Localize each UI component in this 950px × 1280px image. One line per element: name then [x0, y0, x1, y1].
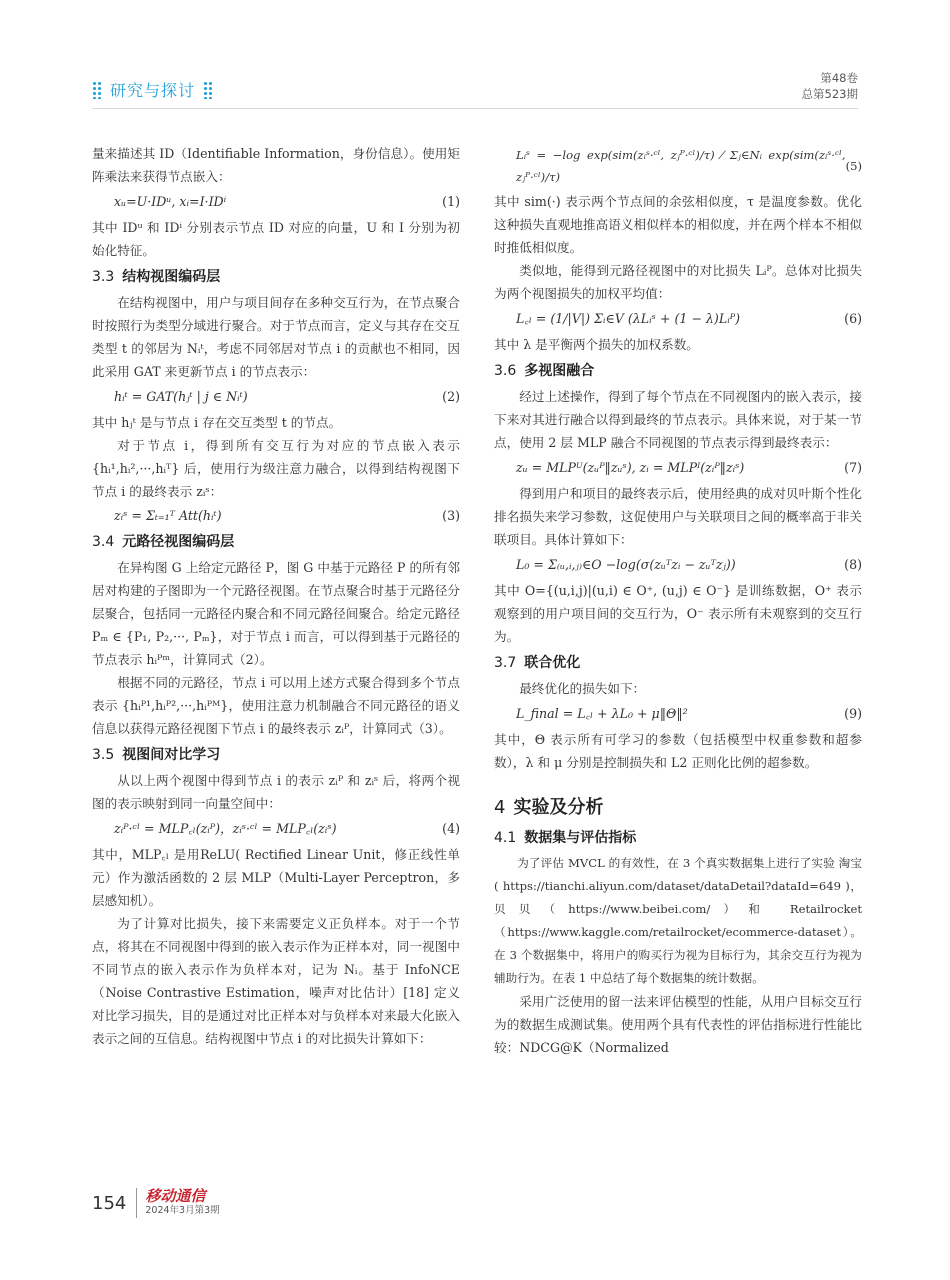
paragraph: 得到用户和项目的最终表示后，使用经典的成对贝叶斯个性化排名损失来学习参数，这促使用户与关联项目之间的概率高于非关联项目。具体计算如下： [494, 486, 862, 547]
paragraph: 类似地，能得到元路径视图中的对比损失 Lᵢᴾ。总体对比损失为两个视图损失的加权平均值： [494, 263, 862, 301]
paragraph: 其中 hⱼᵗ 是与节点 i 存在交互类型 t 的节点。 [92, 415, 342, 430]
section-heading-3-6: 3.6 多视图融合 [494, 363, 595, 379]
section-heading-3-7: 3.7 联合优化 [494, 655, 581, 671]
paragraph: 其中，Θ 表示所有可学习的参数（包括模型中权重参数和超参数），λ 和 μ 分别是控制损失和 L2 正则化比例的超参数。 [494, 732, 862, 770]
paragraph: 经过上述操作，得到了每个节点在不同视图内的嵌入表示，接下来对其进行融合以得到最终的节点表示。具体来说，对于某一节点，使用 2 层 MLP 融合不同视图的节点表示得到最终表示： [494, 389, 862, 450]
paragraph: 根据不同的元路径，节点 i 可以用上述方式聚合得到多个节点表示 {hᵢᴾ¹,hᵢᴾ²,···,hᵢᴾᴹ}，使用注意力机制融合不同元路径的语义信息以获得元路径视图下节点 i 的最终表示 zᵢᴾ，计算同式（3）。 [92, 675, 460, 736]
section-heading-3-4: 3.4 元路径视图编码层 [92, 534, 235, 550]
journal-logo: 移动通信 [145, 1187, 206, 1205]
paragraph: 在异构图 G 上给定元路径 P，图 G 中基于元路径 P 的所有邻居对构建的子图即为一个元路径视图。在节点聚合时基于元路径分层聚合，包括同一元路径内聚合和不同元路径间聚合。给定元路径 Pₘ ∈ {P₁, P₂,···, Pₘ}，对于节点 i 而言，可以得到基于元路径的节点表示 hᵢᴾᵐ，计算同式（2）。 [92, 560, 460, 667]
section-heading-4: 4 实验及分析 [494, 797, 604, 818]
equation-3: zᵢˢ = Σₜ₌₁ᵀ Att(hᵢᵗ) (3) [114, 508, 460, 523]
issue-total: 总第523期 [801, 87, 858, 101]
section-name: 研究与探讨 [110, 81, 196, 100]
paragraph: 其中，MLP꜀ₗ 是用ReLU( Rectified Linear Unit，修正线性单元）作为激活函数的 2 层 MLP（Multi-Layer Perceptron，多层感知机）。 [92, 847, 460, 908]
journal-info [145, 1188, 219, 1218]
equation-4: zᵢᴾ·ᶜˡ = MLP꜀ₗ(zᵢᴾ)，zᵢˢ·ᶜˡ = MLP꜀ₗ(zᵢˢ) (4) [114, 821, 460, 836]
section-title [92, 78, 221, 101]
paragraph: 为了计算对比损失，接下来需要定义正负样本。对于一个节点，将其在不同视图中得到的嵌入表示作为正样本对，同一视图中不同节点的嵌入表示作为负样本对，记为 Nᵢ。基于 InfoNCE（Noise Contrastive Estimation，噪声对比估计）[18] 定义对比学习损失，目的是通过对比正样本对与负样本对来最大化嵌入表示之间的互信息。结构视图中节点 i 的对比损失计算如下： [92, 916, 460, 1046]
section-heading-3-3: 3.3 结构视图编码层 [92, 269, 221, 285]
journal-date: 2024年3月第3期 [145, 1205, 220, 1216]
paragraph: 在结构视图中，用户与项目间存在多种交互行为，在节点聚合时按照行为类型分域进行聚合。对于节点而言，定义与其存在交互类型 t 的邻居为 Nᵢᵗ，考虑不同邻居对节点 i 的贡献也不相同，因此采用 GAT 来更新节点 i 的节点表示： [92, 295, 460, 379]
equation-8: L₀ = Σ₍ᵤ,ᵢ,ⱼ₎∈O −log(σ(zᵤᵀzᵢ − zᵤᵀzⱼ)) (8) [516, 557, 862, 572]
dots-icon [203, 81, 213, 99]
paragraph: 对于节点 i，得到所有交互行为对应的节点嵌入表示 {hᵢ¹,hᵢ²,···,hᵢᵀ} 后，使用行为级注意力融合，以得到结构视图下节点 i 的最终表示 zᵢˢ： [92, 438, 460, 499]
section-heading-3-5: 3.5 视图间对比学习 [92, 747, 221, 763]
volume: 第48卷 [820, 71, 858, 85]
footer-divider [136, 1188, 137, 1218]
paragraph: 其中 IDᵘ 和 IDⁱ 分别表示节点 ID 对应的向量，U 和 I 分别为初始化特征。 [92, 220, 460, 258]
paragraph: 其中 O={(u,i,j)|(u,i) ∈ O⁺, (u,j) ∈ O⁻} 是训练数据，O⁺ 表示观察到的用户项目间的交互行为，O⁻ 表示所有未观察到的交互行为。 [494, 583, 862, 644]
equation-7: zᵤ = MLPᵁ(zᵤᴾ‖zᵤˢ), zᵢ = MLPᴵ(zᵢᴾ‖zᵢˢ) (7) [516, 460, 862, 475]
equation-6: L꜀ₗ = (1/|V|) Σᵢ∈V (λLᵢˢ + (1 − λ)Lᵢᴾ) (6) [516, 311, 862, 326]
paragraph: 从以上两个视图中得到节点 i 的表示 zᵢᴾ 和 zᵢˢ 后，将两个视图的表示映射到同一向量空间中： [92, 773, 460, 811]
equation-1: xᵤ=U·IDᵘ, xᵢ=I·IDⁱ (1) [114, 194, 460, 209]
header-divider [92, 108, 858, 109]
left-column [92, 142, 460, 1050]
dots-icon [92, 81, 102, 99]
page-number: 154 [92, 1192, 127, 1214]
paragraph: 采用广泛使用的留一法来评估模型的性能，从用户目标交互行为的数据生成测试集。使用两个具有代表性的评估指标进行性能比较：NDCG@K（Normalized [494, 994, 862, 1055]
paragraph: 量来描述其 ID（Identifiable Information，身份信息）。使用矩阵乘法来获得节点嵌入： [92, 146, 460, 184]
equation-5: Lᵢˢ = −log exp(sim(zᵢˢ·ᶜˡ, zⱼᴾ·ᶜˡ)/τ) ⁄ Σⱼ∈Nᵢ exp(sim(zᵢˢ·ᶜˡ, zⱼᴾ·ᶜˡ)/τ) (5) [516, 148, 862, 184]
paragraph: 其中 sim(·) 表示两个节点间的余弦相似度，τ 是温度参数。优化这种损失直观地推高语义相似样本的相似度，并在两个样本不相似时推低相似度。 [494, 194, 862, 255]
equation-9: L_final = L꜀ₗ + λL₀ + μ‖Θ‖² (9) [516, 706, 862, 721]
section-heading-4-1: 4.1 数据集与评估指标 [494, 830, 637, 846]
right-column [494, 142, 862, 1059]
equation-2: hᵢᵗ = GAT(hⱼᵗ | j ∈ Nᵢᵗ) (2) [114, 389, 460, 404]
page-footer [92, 1188, 220, 1218]
paragraph: 最终优化的损失如下： [519, 681, 646, 696]
paragraph: 其中 λ 是平衡两个损失的加权系数。 [494, 337, 699, 352]
issue-info [802, 70, 858, 102]
paragraph: 为了评估 MVCL 的有效性，在 3 个真实数据集上进行了实验 淘宝( https://tianchi.aliyun.com/dataset/dataDetail?dataId=649 )，贝贝（https://www.beibei.com/）和 Retailrocket（https://www.kaggle.com/retailrocket/ecommerce-dataset）。在 3 个数据集中，将用户的购买行为视为目标行为，其余交互行为视为辅助行为。在表 1 中总结了每个数据集的统计数据。 [494, 856, 862, 985]
